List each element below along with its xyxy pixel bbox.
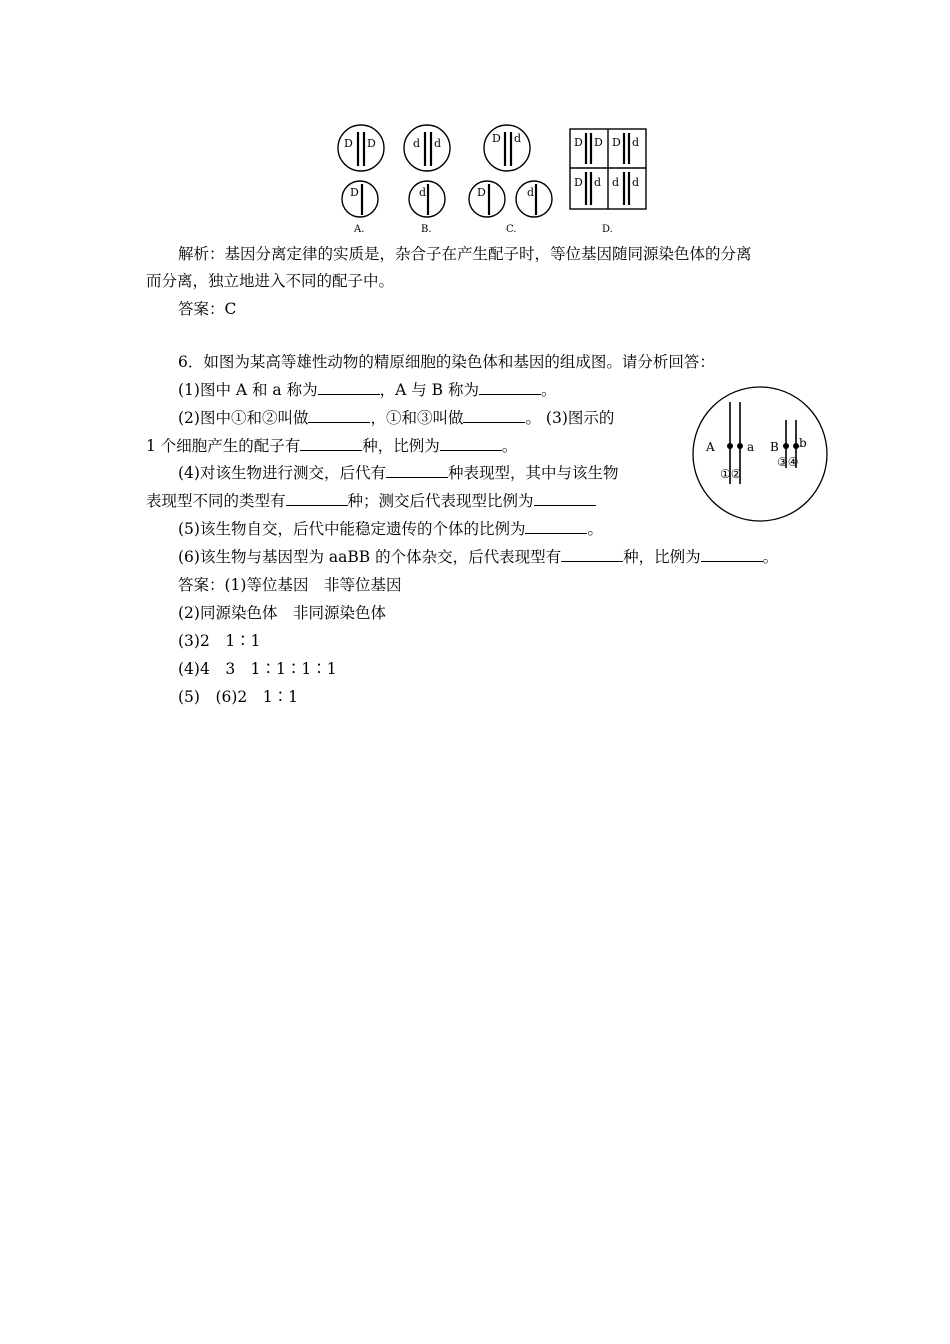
text: 种，比例为 [623, 548, 701, 566]
gene-label: D [492, 132, 501, 145]
text: (1)图中 A 和 a 称为 [178, 381, 318, 399]
chromosome-12-label: ①② [720, 467, 742, 481]
q6-answer-3: (3)2 1∶1 [178, 632, 261, 650]
gene-label: d [514, 132, 522, 145]
gene-label: d [612, 176, 620, 189]
chromosome-34-label: ③④ [777, 455, 799, 469]
text: 种；测交后代表现型比例为 [347, 492, 534, 510]
option-b-label: B. [421, 224, 432, 235]
blank[interactable] [479, 380, 541, 395]
q6-part3 [146, 436, 517, 456]
blank[interactable] [286, 491, 348, 506]
text: (2)图中①和②叫做 [178, 409, 309, 427]
gene-label: d [632, 136, 640, 149]
blank[interactable] [701, 547, 763, 562]
gene-a-label: a [747, 440, 755, 454]
text: 。 [587, 520, 603, 538]
gene-A-label: A [706, 440, 715, 454]
blank[interactable] [318, 380, 380, 395]
text: ，A 与 B 称为 [379, 381, 479, 399]
text: (5)该生物自交，后代中能稳定遗传的个体的比例为 [178, 520, 526, 538]
gene-label: D [574, 176, 583, 189]
q6-part6 [178, 547, 778, 567]
blank[interactable] [525, 519, 587, 534]
text: 。 (3)图示的 [525, 409, 615, 427]
options-figure [330, 124, 660, 236]
text: 。 [540, 381, 557, 399]
gene-label: D [612, 136, 621, 149]
q6-part4-cont [146, 491, 596, 511]
text: (6)该生物与基因型为 aaBB 的个体杂交，后代表现型有 [178, 548, 562, 566]
cell-diagram [690, 384, 830, 524]
q6-part2 [178, 408, 614, 428]
q6-answer-4: (4)4 3 1∶1∶1∶1 [178, 660, 337, 678]
q6-part5 [178, 519, 603, 539]
text: 1 个细胞产生的配子有 [146, 437, 301, 455]
text: 。 [762, 548, 779, 566]
gene-label: D [350, 186, 359, 199]
blank[interactable] [300, 436, 362, 451]
option-a-label: A. [354, 224, 365, 235]
gene-b-label: b [799, 436, 807, 450]
gene-label: D [477, 186, 486, 199]
blank[interactable] [386, 463, 448, 478]
blank[interactable] [463, 408, 525, 423]
q6-part1 [178, 380, 557, 400]
text: (4)对该生物进行测交，后代有 [178, 464, 386, 482]
gene-label: D [367, 137, 376, 150]
q6-part4 [178, 463, 618, 483]
gene-label: d [419, 186, 427, 199]
gene-B-label: B [770, 440, 779, 454]
gene-label: d [632, 176, 640, 189]
text: 种，比例为 [362, 437, 440, 455]
q6-answer-2: (2)同源染色体 非同源染色体 [178, 604, 386, 622]
analysis-line-2: 而分离，独立地进入不同的配子中。 [146, 272, 395, 290]
blank[interactable] [308, 408, 370, 423]
blank[interactable] [534, 491, 596, 506]
text: 表现型不同的类型有 [146, 492, 286, 510]
option-c-label: C. [506, 224, 517, 235]
text: ，①和③叫做 [370, 409, 464, 427]
gene-label: D [344, 137, 353, 150]
gene-label: d [594, 176, 602, 189]
analysis-answer: 答案：C [178, 300, 237, 318]
gene-label: d [434, 137, 442, 150]
text: 。 [501, 437, 518, 455]
q6-answer-1: 答案：(1)等位基因 非等位基因 [178, 576, 402, 594]
analysis-line-1: 解析：基因分离定律的实质是，杂合子在产生配子时，等位基因随同源染色体的分离 [178, 245, 752, 263]
gene-label: D [594, 136, 603, 149]
gene-label: d [527, 186, 535, 199]
gene-label: D [574, 136, 583, 149]
text: 种表现型，其中与该生物 [447, 464, 619, 482]
q6-answer-5: (5) (6)2 1∶1 [178, 688, 298, 706]
gene-label: d [413, 137, 421, 150]
q6-stem: 6．如图为某高等雄性动物的精原细胞的染色体和基因的组成图。请分析回答： [178, 353, 715, 371]
option-d-label: D. [602, 224, 613, 235]
blank[interactable] [561, 547, 623, 562]
blank[interactable] [440, 436, 502, 451]
